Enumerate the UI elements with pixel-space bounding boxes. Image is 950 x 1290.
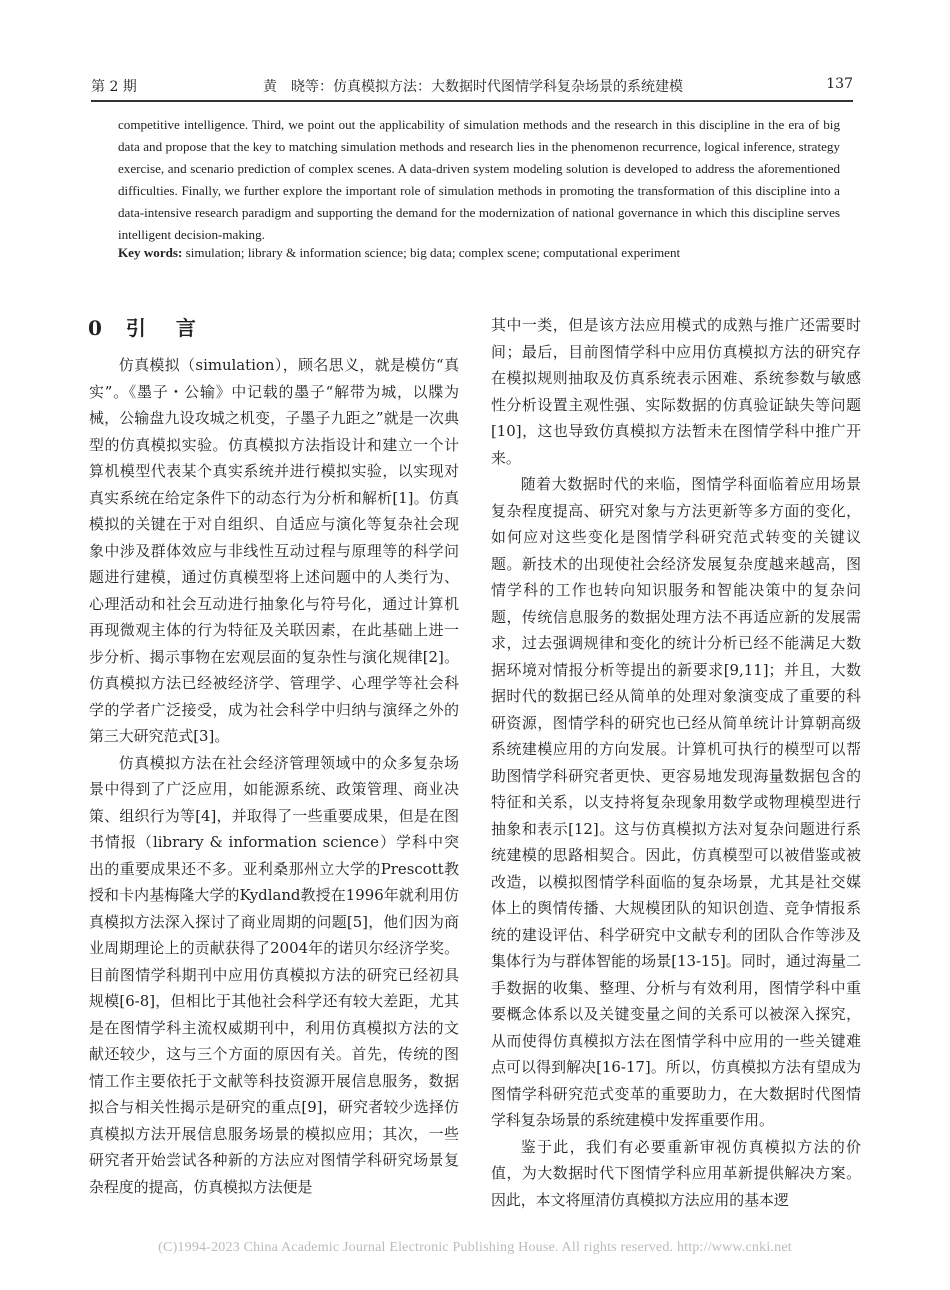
page-number: 137 (826, 76, 853, 92)
paragraph: 随着大数据时代的来临，图情学科面临着应用场景复杂程度提高、研究对象与方法更新等多方面的变化，如何应对这些变化是图情学科研究范式转变的关键议题。新技术的出现使社会经济发展复杂度越来越高，图情学科的工作也转向知识服务和智能决策中的复杂问题，传统信息服务的数据处理方法不再适应新的发展需求，过去强调规律和变化的统计分析已经不能满足大数据环境对情报分析等提出的新要求[9,11]；并且，大数据时代的数据已经从简单的处理对象演变成了重要的科研资源，图情学科的研究也已经从简单统计计算朝高级系统建模应用的方向发展。计算机可执行的模型可以帮助图情学科研究者更快、更容易地发现海量数据包含的特征和关系，以支持将复杂现象用数学或物理模型进行抽象和表示[12]。这与仿真模拟方法对复杂问题进行系统建模的思路相契合。因此，仿真模型可以被借鉴或被改造，以模拟图情学科面临的复杂场景，尤其是社交媒体上的舆情传播、大规模团队的知识创造、竞争情报系统的建设评估、科学研究中文献专利的团队合作等涉及集体行为与群体智能的场景[13-15]。同时，通过海量二手数据的收集、整理、分析与有效利用，图情学科中重要概念体系以及关键变量之间的关系可以被深入探究，从而使得仿真模拟方法在图情学科中应用的一些关键难点可以得到解决[16-17]。所以，仿真模拟方法有望成为图情学科研究范式变革的重要助力，在大数据时代图情学科复杂场景的系统建模中发挥重要作用。 (491, 475, 861, 1129)
section-title-1: 引 (125, 316, 150, 340)
right-column (491, 312, 861, 1213)
paragraph: 仿真模拟（simulation），顾名思义，就是模仿“真实”。《墨子・公输》中记载的墨子“解带为城，以牒为械，公输盘九设攻城之机变，子墨子九距之”就是一次典型的仿真模拟实验。仿真模拟方法指设计和建立一个计算机模型代表某个真实系统并进行模拟实验，以实现对真实系统在给定条件下的动态行为分析和解析[1]。仿真模拟的关键在于对自组织、自适应与演化等复杂社会现象中涉及群体效应与非线性互动过程与原理等的科学问题进行建模，通过仿真模型将上述问题中的人类行为、心理活动和社会互动进行抽象化与符号化，通过计算机再现微观主体的行为特征及关联因素，在此基础上进一步分析、揭示事物在宏观层面的复杂性与演化规律[2]。仿真模拟方法已经被经济学、管理学、心理学等社会科学的学者广泛接受，成为社会科学中归纳与演绎之外的第三大研究范式[3]。 (89, 356, 459, 745)
running-header (91, 70, 853, 102)
section-number: 0 (88, 316, 106, 340)
keywords (118, 242, 840, 264)
section-heading (88, 312, 200, 341)
paragraph: 仿真模拟方法在社会经济管理领域中的众多复杂场景中得到了广泛应用，如能源系统、政策管理、商业决策、组织行为等[4]，并取得了一些重要成果，但是在图书情报（library & information science）学科中突出的重要成果还不多。亚利桑那州立大学的Prescott教授和卡内基梅隆大学的Kydland教授在1996年就利用仿真模拟方法深入探讨了商业周期的问题[5]，他们因为商业周期理论上的贡献获得了2004年的诺贝尔经济学奖。目前图情学科期刊中应用仿真模拟方法的研究已经初具规模[6-8]，但相比于其他社会科学还有较大差距，尤其是在图情学科主流权威期刊中，利用仿真模拟方法的文献还较少，这与三个方面的原因有关。首先，传统的图情工作主要依托于文献等科技资源开展信息服务，数据拟合与相关性揭示是研究的重点[9]，研究者较少选择仿真模拟方法开展信息服务场景的模拟应用；其次，一些研究者开始尝试各种新的方法应对图情学科研究场景复杂程度的提高，仿真模拟方法便是 (89, 753, 459, 1196)
keywords-label: Key words: (118, 245, 183, 260)
paragraph: 其中一类，但是该方法应用模式的成熟与推广还需要时间；最后，目前图情学科中应用仿真模拟方法的研究存在模拟规则抽取及仿真系统表示困难、系统参数与敏感性分析设置主观性强、实际数据的仿真验证缺失等问题[10]，这也导致仿真模拟方法暂未在图情学科中推广开来。 (491, 316, 861, 467)
left-column (89, 352, 459, 1200)
issue-number: 第 2 期 (91, 79, 137, 95)
copyright-footer: (C)1994-2023 China Academic Journal Electronic Publishing House. All rights reserved. http://www.cnki.net (158, 1240, 792, 1255)
running-title: 黄 晓等：仿真模拟方法：大数据时代图情学科复杂场景的系统建模 (263, 79, 683, 95)
paragraph: 鉴于此，我们有必要重新审视仿真模拟方法的价值，为大数据时代下图情学科应用革新提供解决方案。因此，本文将厘清仿真模拟方法应用的基本逻 (491, 1137, 861, 1209)
section-title-2: 言 (175, 316, 200, 340)
abstract-text: competitive intelligence. Third, we point out the applicability of simulation methods and the research in this discipline in the era of big data and propose that the key to matching simulation methods and research lies in the phenomenon recurrence, logical inference, strategy exercise, and scenario prediction of complex scenes. A data-driven system modeling solution is developed to address the aforementioned difficulties. Finally, we further explore the important role of simulation methods in promoting the transformation of this discipline into a data-intensive research paradigm and supporting the demand for the modernization of national governance in which this discipline serves intelligent decision-making. (118, 117, 840, 242)
keywords-text: simulation; library & information science; big data; complex scene; computational experiment (182, 245, 681, 260)
